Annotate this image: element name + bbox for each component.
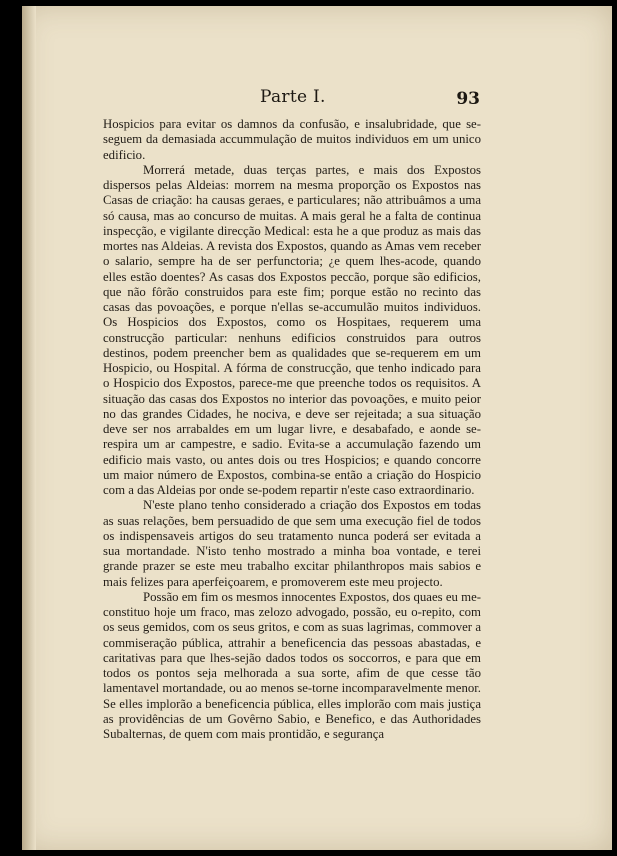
page-gutter	[22, 6, 36, 850]
paragraph: N'este plano tenho considerado a criação dos Expostos em todas as suas relações, bem persuadido de que sem uma execução fiel de todos os indispensaveis artigos do seu tratamento nunca poderá ser evitada a sua mortandade. N'isto tenho mostrado a minha boa vontade, e terei grande prazer se este meu trabalho excitar philanthropos mais sabios e mais felizes para aperfeiçoarem, e promoverem este meu projecto.	[103, 498, 481, 589]
body-text	[103, 117, 481, 742]
paragraph: Hospicios para evitar os damnos da confusão, e insalubridade, que se-seguem da demasiada accummulação de muitos individuos em um unico edificio.	[103, 117, 481, 162]
running-head: Parte I.	[260, 87, 326, 107]
page-header	[100, 87, 480, 109]
paragraph: Morrerá metade, duas terças partes, e mais dos Expostos dispersos pelas Aldeias: morrem na mesma proporção os Expostos nas Casas de criação: ha causas geraes, e particulares; não attribuâmos a uma só causa, mas ao concurso de muitas. A mais geral he a falta de continua inspecção, e vigilante direcção Medical: esta he a que produz as mais das mortes nas Aldeias. A revista dos Expostos, quando as Amas vem receber o salario, sempre ha de ser perfunctoria; ¿e quem lhes-acode, quando elles estão doentes? As casas dos Expostos peccão, porque são edificios, que não fôrão construidos para este fim; porque estão no recinto das casas das povoações, e porque n'ellas se-accumulão muitos individuos. Os Hospicios dos Expostos, como os Hospitaes, requerem uma construcção particular: nenhuns edificios construidos para outros destinos, podem preencher bem as qualidades que se-requerem em um Hospicio, ou Hospital. A fórma de construcção, que tenho indicado para o Hospicio dos Expostos, parece-me que preenche todos os requisitos. A situação das casas dos Expostos no interior das povoações, e muito peior no das grandes Cidades, he nociva, e deve ser rejeitada; a sua situação deve ser nos arrabaldes em um lugar livre, e desabafado, e aonde se-respira um ar campestre, e sadio. Evita-se a accumulação fazendo um edificio mais vasto, ou antes dois ou tres Hospicios; e quando concorre um maior número de Expostos, combina-se então a criação do Hospicio com a das Aldeias por onde se-podem repartir n'este caso extraordinario.	[103, 162, 481, 497]
paragraph: Possão em fim os mesmos innocentes Expostos, dos quaes eu me-constituo hoje um fraco, mas zelozo advogado, possão, eu o-repito, com os seus gemidos, com os seus gritos, e com as suas lagrimas, commover a commiseração pública, attrahir a beneficencia das pessoas abastadas, e caritativas para que lhes-sejão dados todos os soccorros, e para que em todos os pontos seja melhorada a sua sorte, afim de que cesse tão lamentavel mortandade, ou ao menos se-torne incomparavelmente menor. Se elles implorão a beneficencia pública, elles implorão com mais justiça as providências de um Govêrno Sabio, e Benefico, e das Authoridades Subalternas, de quem com mais prontidão, e segurança	[103, 589, 482, 741]
page-number: 93	[456, 89, 480, 109]
